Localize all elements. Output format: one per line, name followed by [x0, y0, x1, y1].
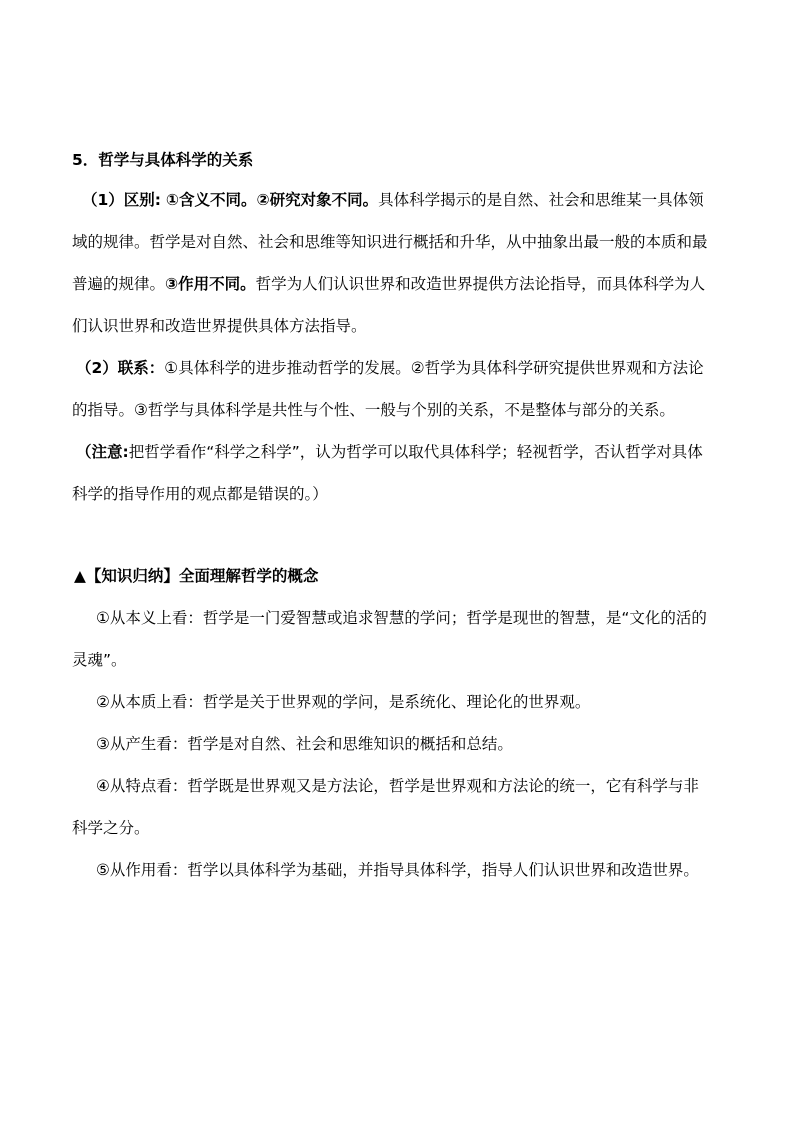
- part1-item2: ②研究对象不同。: [256, 191, 379, 209]
- summary-item4-line1: ④从特点看：哲学既是世界观又是方法论，哲学是世界观和方法论的统一，它有科学与非: [96, 777, 699, 795]
- part2-line2: 的指导。③哲学与具体科学是共性与个性、一般与个别的关系，不是整体与部分的关系。: [72, 401, 675, 419]
- section-heading: 5．哲学与具体科学的关系: [72, 151, 254, 169]
- summary-heading: ▲【知识归纳】全面理解哲学的概念: [74, 567, 319, 585]
- part1-line3-rest: 哲学为人们认识世界和改造世界提供方法论指导，而具体科学为人: [255, 275, 706, 293]
- part1-line3: [72, 274, 732, 294]
- part1-line4: 们认识世界和改造世界提供具体方法指导。: [72, 317, 367, 335]
- summary-item1-line1: ①从本义上看：哲学是一门爱智慧或追求智慧的学问；哲学是现世的智慧，是“文化的活的: [96, 609, 707, 627]
- summary-item5: ⑤从作用看：哲学以具体科学为基础，并指导具体科学，指导人们认识世界和改造世界。: [96, 861, 699, 879]
- part1-line1-text: 具体科学揭示的是自然、社会和思维某一具体领: [378, 191, 704, 209]
- part1-item3: ③作用不同。: [165, 275, 256, 293]
- part2-label: （2）联系：: [76, 359, 165, 377]
- part2-line1-text: ①具体科学的进步推动哲学的发展。②哲学为具体科学研究提供世界观和方法论: [164, 359, 704, 377]
- part1-line3-text: 普遍的规律。: [72, 275, 166, 293]
- summary-item3: ③从产生看：哲学是对自然、社会和思维知识的概括和总结。: [96, 735, 513, 753]
- part2-line1: [76, 358, 736, 378]
- note-line1: [76, 442, 736, 462]
- summary-item2: ②从本质上看：哲学是关于世界观的学问，是系统化、理论化的世界观。: [96, 693, 591, 711]
- summary-item4-line2: 科学之分。: [72, 819, 150, 837]
- part1-line2: 域的规律。哲学是对自然、社会和思维等知识进行概括和升华，从中抽象出最一般的本质和最: [72, 233, 708, 251]
- note-line2: 科学的指导作用的观点都是错误的。）: [72, 485, 328, 503]
- summary-item1-line2: 灵魂”。: [72, 651, 127, 669]
- note-line1-text: 把哲学看作“科学之科学”，认为哲学可以取代具体科学；轻视哲学，否认哲学对具体: [128, 443, 703, 461]
- part1-line1: [82, 190, 742, 210]
- part1-item1: ①含义不同。: [165, 191, 257, 209]
- note-label: （注意:: [76, 443, 129, 461]
- part1-label: （1）区别:: [82, 191, 161, 209]
